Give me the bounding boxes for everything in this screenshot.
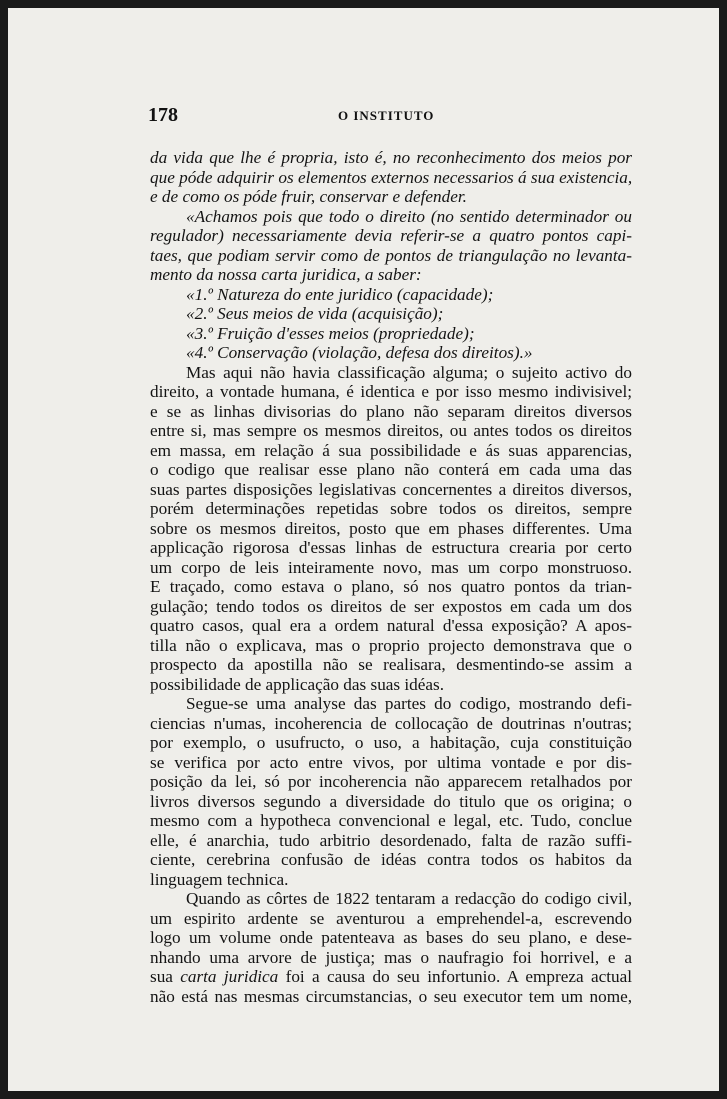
text-line: um corpo de leis inteiramente novo, mas um corpo monstruoso. (150, 557, 632, 577)
text-line: que póde adquirir os elementos externos necessarios á sua existencia, (150, 167, 633, 187)
text-line: e de como os póde fruir, conservar e defender. (150, 187, 467, 206)
text-line: Quando as côrtes de 1822 tentaram a redacção do codigo civil, (186, 889, 632, 908)
text-line: Segue-se uma analyse das partes do codigo, mostrando defi- (186, 694, 632, 713)
text-line: taes, que podiam servir como de pontos de triangulação no levanta- (150, 245, 632, 265)
text-line: «2.º Seus meios de vida (acquisição); (186, 304, 444, 323)
text-line: tilla não o explicava, mas o proprio projecto demonstrava que o (150, 635, 632, 655)
running-title: O INSTITUTO (338, 108, 435, 123)
text-line: «4.º Conservação (violação, defesa dos direitos).» (186, 343, 533, 362)
text-line: ciencias n'umas, incoherencia de collocação de doutrinas n'outras; (150, 713, 632, 733)
text-line: gulação; tendo todos os direitos de ser expostos em cada um dos (150, 596, 632, 616)
text-line: ciente, cerebrina confusão de idéas contra todos os habitos da (150, 850, 632, 869)
text-fragment: foi a causa do seu infortunio. A empreza actual (278, 967, 632, 986)
text-line: se verifica por acto entre vivos, por ultima vontade e por dis- (150, 752, 632, 772)
text-line: posição da lei, só por incoherencia não apparecem retalhados por (150, 772, 632, 791)
text-line: logo um volume onde patenteava as bases do seu plano, e dese- (150, 928, 632, 947)
text-line: regulador) necessariamente devia referir-se a quatro pontos capi- (150, 226, 632, 245)
text-line: nhando uma arvore de justiça; mas o naufragio foi horrivel, e a (150, 947, 632, 967)
text-line: não está nas mesmas circumstancias, o seu executor tem um nome, (150, 986, 632, 1006)
text-line (150, 967, 632, 987)
text-line: da vida que lhe é propria, isto é, no reconhecimento dos meios por (150, 148, 632, 167)
text-line: applicação rigorosa d'essas linhas de estructura crearia por certo (150, 538, 632, 557)
text-line: entre si, mas sempre os mesmos direitos, ou antes todos os direitos (150, 421, 632, 440)
text-line: «Achamos pois que todo o direito (no sentido determinador ou (186, 206, 632, 226)
text-line: prospecto da apostilla não se realisara, desmentindo-se assim a (150, 655, 632, 674)
text-line: quatro casos, qual era a ordem natural d'essa exposição? A apos- (150, 616, 632, 635)
text-line: linguagem technica. (150, 869, 289, 889)
body-text (150, 148, 632, 1006)
text-line: suas partes disposições legislativas concernentes a direitos diversos, (150, 479, 632, 499)
text-line: o codigo que realisar esse plano não conterá em cada uma das (150, 460, 632, 479)
text-line: direito, a vontade humana, é identica e por isso mesmo indivisivel; (150, 382, 632, 401)
text-line: Mas aqui não havia classificação alguma; o sujeito activo do (186, 362, 632, 382)
text-line: em massa, em relação á sua possibilidade e ás suas apparencias, (150, 440, 632, 460)
text-line: «1.º Natureza do ente juridico (capacidade); (186, 284, 494, 304)
text-fragment: carta juridica (180, 967, 279, 986)
text-line: «3.º Fruição d'esses meios (propriedade); (186, 323, 475, 343)
text-fragment: sua (150, 967, 181, 986)
text-line: possibilidade de applicação das suas idéas. (150, 674, 445, 694)
text-line: um espirito ardente se aventurou a emprehendel-a, escrevendo (150, 908, 632, 928)
text-line: sobre os mesmos direitos, posto que em phases differentes. Uma (150, 518, 632, 538)
text-line: mento da nossa carta juridica, a saber: (150, 265, 422, 284)
text-line: elle, é anarchia, tudo arbitrio desordenado, falta de razão suffi- (150, 830, 632, 850)
page-header (8, 104, 719, 128)
page-number: 178 (148, 104, 178, 126)
text-line: porém determinações repetidas sobre todos os direitos, sempre (150, 499, 632, 518)
text-line: mesmo com a hypotheca convencional e legal, etc. Tudo, conclue (150, 811, 632, 830)
text-line: E traçado, como estava o plano, só nos quatro pontos da trian- (150, 577, 632, 596)
text-line: livros diversos segundo a diversidade do titulo que os origina; o (150, 791, 632, 811)
text-line: e se as linhas divisorias do plano não separam direitos diversos (150, 401, 632, 421)
text-line: por exemplo, o usufructo, o uso, a habitação, cuja constituição (150, 733, 632, 752)
page (8, 8, 719, 1091)
